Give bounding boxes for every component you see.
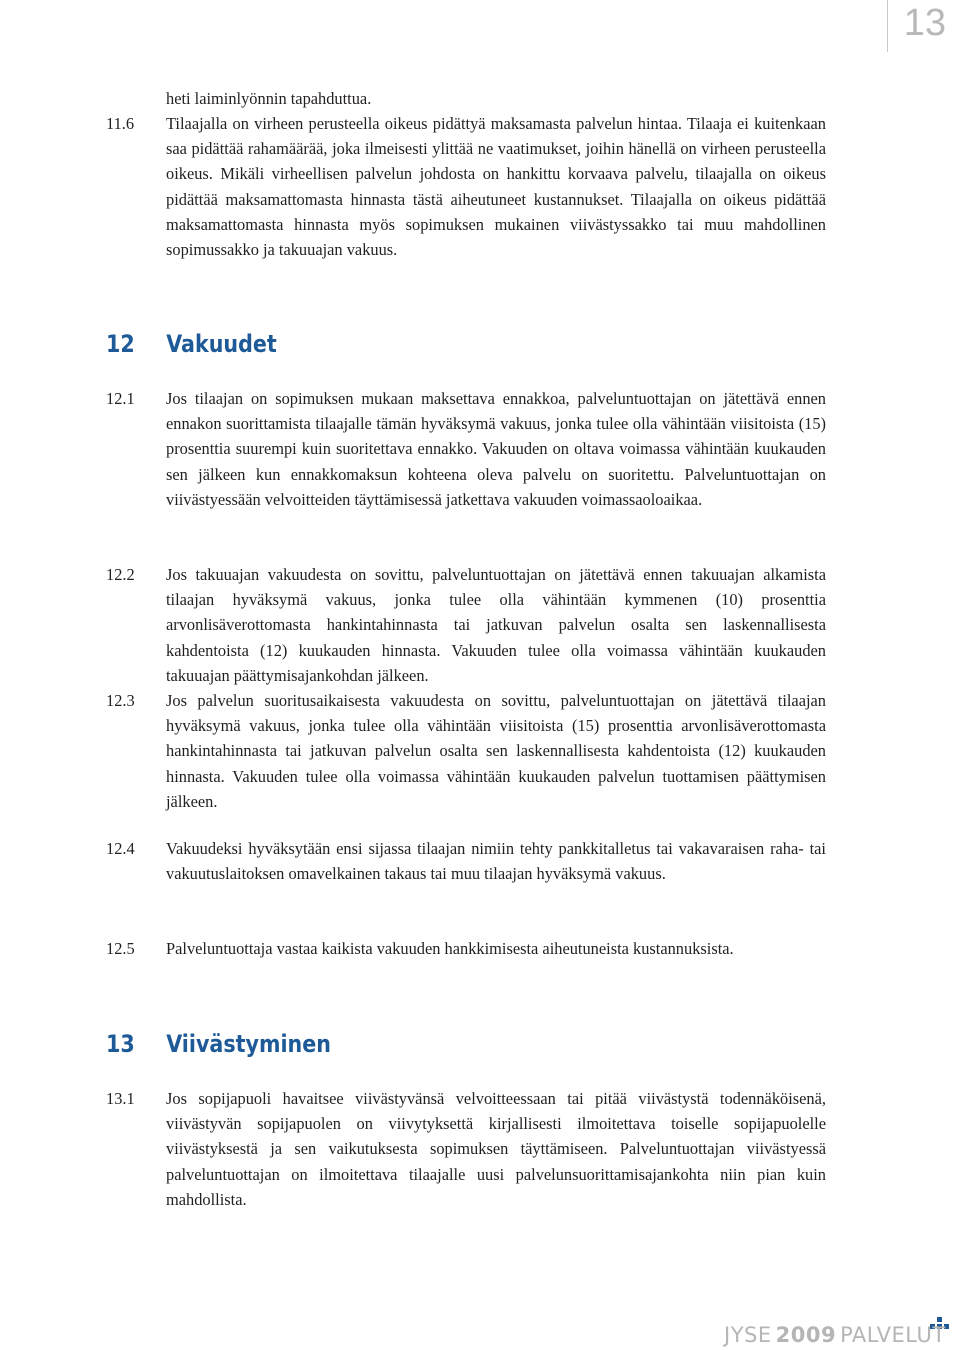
clause-number: 13.1 — [106, 1089, 135, 1108]
clause-text: Jos tilaajan on sopimuksen mukaan maksettava ennakkoa, palveluntuottajan on jätettävä ennen ennakon suorittamista tilaajalle tämän hyväksymä vakuus, jonka tulee olla vähintään viisitoista (15) prosenttia suurempi kuin suoritettava ennakko. Vakuuden on oltava voimassa vähintään kuukauden sen jälkeen kun ennakkomaksun kohteena oleva palvelu on suoritettu. Palveluntuottajan on viivästyessään velvoitteiden täyttämisessä jatkettava vakuuden voimassaoloaikaa. — [166, 389, 826, 509]
footer-label — [724, 1323, 946, 1347]
clause-number: 12.5 — [106, 939, 135, 958]
page-number: 13 — [887, 0, 960, 52]
continuation-text: heti laiminlyönnin tapahduttua. — [166, 89, 372, 108]
clause-number: 12.4 — [106, 839, 135, 858]
clause-number: 12.3 — [106, 691, 135, 710]
section-heading-12 — [106, 328, 708, 360]
section-title: Viivästyminen — [166, 1030, 331, 1058]
section-heading-13 — [106, 1028, 708, 1060]
clause-text: Jos sopijapuoli havaitsee viivästyvänsä velvoitteessaan tai pitää viivästystä todennäköisenä, viivästyvän sopijapuolen on viivytyksettä kirjallisesti ilmoitettava toiselle sopijapuolelle viivästyksestä ja sen vaikutuksesta sopimuksen täyttämiseen. Palveluntuottajan viivästyessä palveluntuottajan on ilmoitettava tilaajalle uusi palvelunsuorittamisajankohta niin pian kuin mahdollista. — [166, 1089, 826, 1209]
clause-text: Jos takuuajan vakuudesta on sovittu, palveluntuottajan on jätettävä ennen takuuajan alkamista tilaajan hyväksymä vakuus, jonka tulee olla vähintään kymmenen (10) prosenttia arvonlisäverottomasta hankintahinnasta tai jatkuvan palvelun osalta sen laskennallisesta kahdentoista (12) kuukauden hinnasta. Vakuuden tulee olla voimassa vähintään kuukauden takuuajan päättymisajankohdan jälkeen. — [166, 565, 826, 685]
footer-section: PALVELUT — [840, 1323, 946, 1347]
section-number: 13 — [106, 1030, 135, 1058]
clause-number: 11.6 — [106, 114, 135, 133]
clause-text: Vakuudeksi hyväksytään ensi sijassa tilaajan nimiin tehty pankkitalletus tai vakavaraisen raha- tai vakuutuslaitoksen omavelkainen takaus tai muu tilaajan hyväksymä vakuus. — [166, 839, 826, 884]
clause-number: 12.1 — [106, 389, 135, 408]
clause-text: Jos palvelun suoritusaikaisesta vakuudesta on sovittu, palveluntuottajan on jätettävä tilaajan hyväksymä vakuus, jonka tulee olla vähintään viisitoista (15) prosenttia arvonlisäverottomasta hankintahinnasta tai jatkuvan palvelun osalta sen laskennallisesta kahdentoista (12) kuukauden hinnasta. Vakuuden tulee olla voimassa vähintään kuukauden palvelun tuottamisen päättymisen jälkeen. — [166, 691, 826, 811]
section-title: Vakuudet — [166, 330, 277, 358]
footer-brand: JYSE — [724, 1323, 772, 1347]
clause-text: Tilaajalla on virheen perusteella oikeus pidättyä maksamasta palvelun hintaa. Tilaaja ei kuitenkaan saa pidättää rahamäärää, joka ilmeisesti ylittää ne vaatimukset, joihin hänellä on virheen perusteella oikeus. Mikäli virheellisen palvelun johdosta on hankittu korvaava palvelu, tilaajalla on oikeus pidättää maksamattomasta hinnasta tästä aiheutuneet kustannukset. Tilaajalla on oikeus pidättää maksamattomasta hinnasta myös sopimuksen mukainen viivästyssakko tai muu mahdollinen sopimussakko ja takuuajan vakuus. — [166, 114, 826, 260]
page-footer — [700, 1317, 950, 1347]
clause-number: 12.2 — [106, 565, 135, 584]
footer-year: 2009 — [775, 1323, 837, 1347]
clause-text: Palveluntuottaja vastaa kaikista vakuuden hankkimisesta aiheutuneista kustannuksista. — [166, 939, 734, 958]
section-number: 12 — [106, 330, 135, 358]
